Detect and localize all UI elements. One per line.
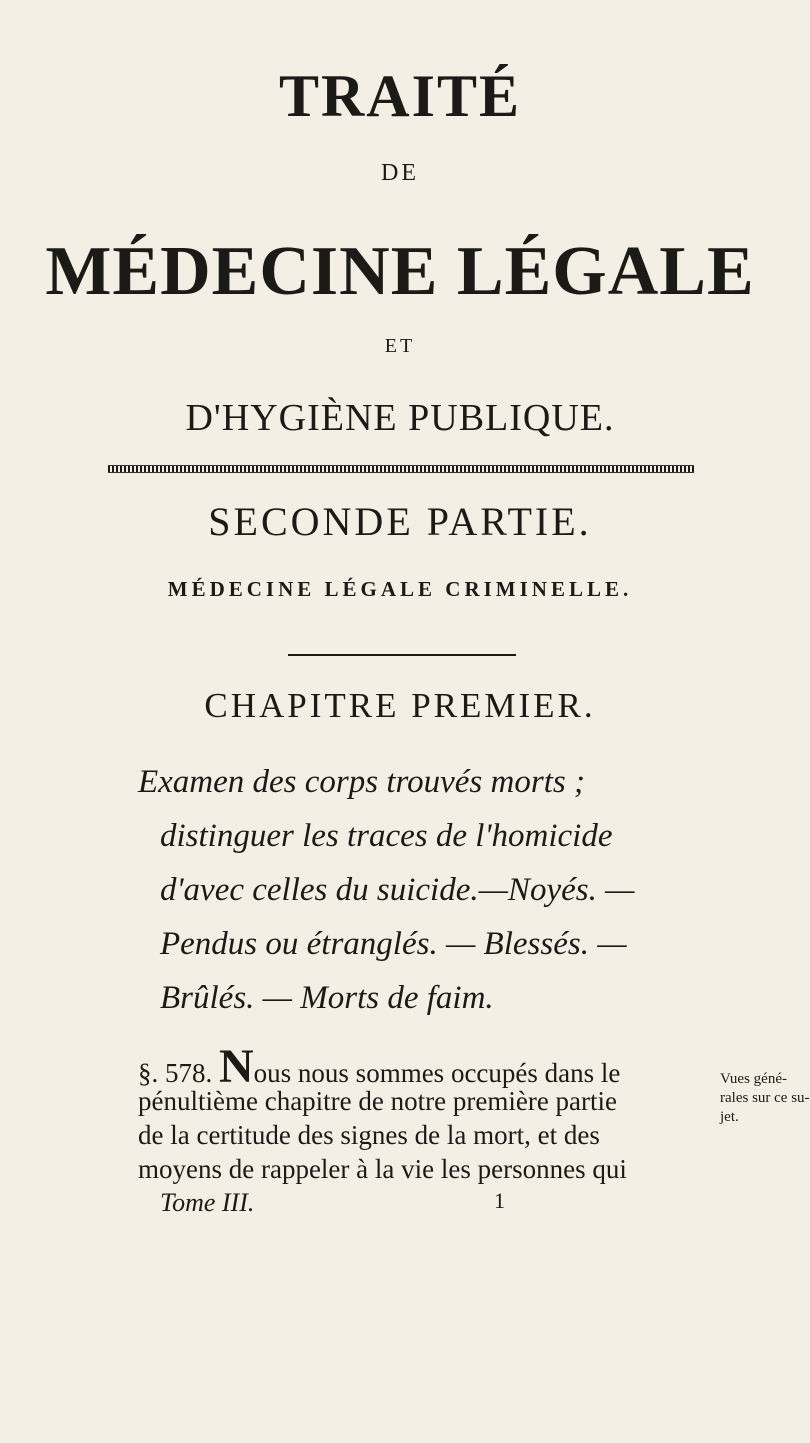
body-line-text: ous nous sommes occupés dans le [253, 1058, 621, 1088]
body-line: moyens de rappeler à la vie les personnes qui [138, 1154, 627, 1184]
ornamental-divider [108, 465, 694, 473]
title-hygiene-publique: D'HYGIÈNE PUBLIQUE. [185, 397, 615, 439]
chapter-summary-line: distinguer les traces de l'homicide [160, 818, 613, 854]
chapter-summary-line: d'avec celles du suicide.—Noyés. — [160, 872, 635, 908]
margin-note-line: rales sur ce su- [720, 1090, 810, 1106]
part-heading: SECONDE PARTIE. [208, 499, 592, 544]
body-line: pénultième chapitre de notre première partie [138, 1086, 618, 1116]
title-de: DE [381, 160, 419, 186]
chapter-heading: CHAPITRE PREMIER. [204, 686, 596, 725]
title-medecine-legale: MÉDECINE LÉGALE [45, 233, 755, 310]
title-et: ET [384, 335, 416, 357]
chapter-summary-line: Brûlés. — Morts de faim. [160, 980, 494, 1016]
body-line: de la certitude des signes de la mort, et des [138, 1120, 600, 1150]
section-mark: §. 578. [138, 1058, 213, 1088]
margin-note-line: jet. [720, 1109, 739, 1125]
chapter-summary-line: Pendus ou étranglés. — Blessés. — [160, 926, 627, 962]
short-divider [288, 654, 516, 656]
drop-cap: N [219, 1040, 254, 1093]
part-subtitle: MÉDECINE LÉGALE CRIMINELLE. [167, 577, 633, 601]
footer-tome: Tome III. [160, 1188, 255, 1217]
chapter-summary-line: Examen des corps trouvés morts ; [138, 764, 585, 800]
margin-note [720, 1070, 810, 1127]
title-traite: TRAITÉ [278, 63, 522, 129]
signature-mark: 1 [494, 1188, 505, 1213]
margin-note-line: Vues géné- [720, 1071, 787, 1087]
